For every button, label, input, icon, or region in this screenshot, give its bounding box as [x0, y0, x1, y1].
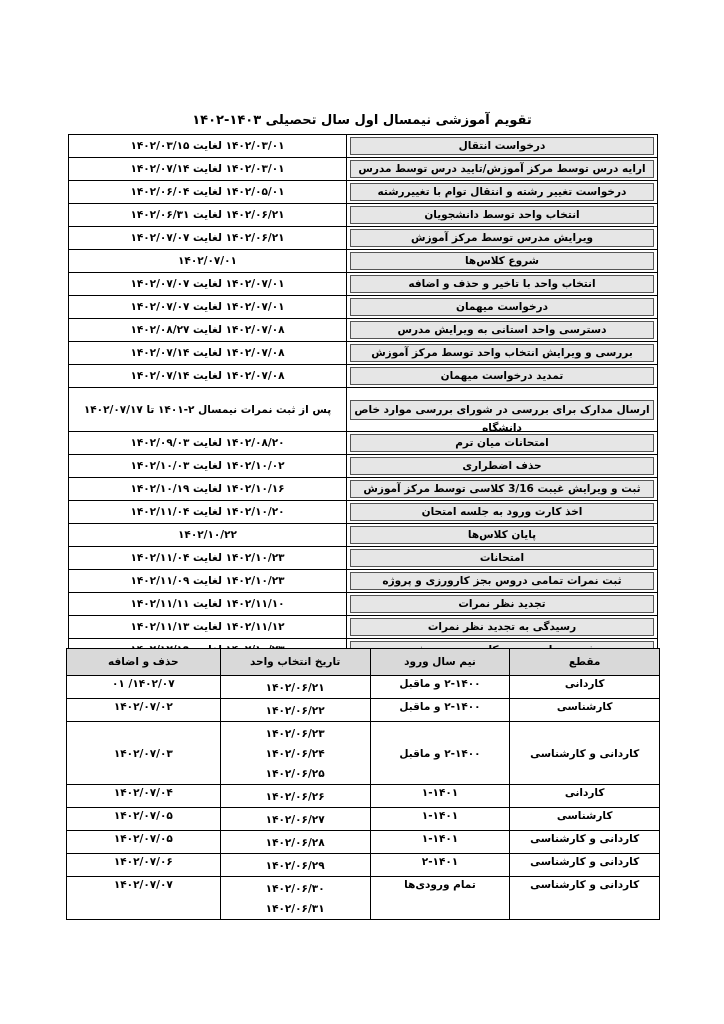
enrollment-dates-cell	[220, 722, 370, 785]
enrollment-add-drop-cell: ۱۴۰۲/۰۷/۰۲	[67, 699, 221, 722]
schedule-activity-cell	[347, 227, 658, 250]
enrollment-row	[67, 831, 660, 854]
schedule-activity-cell	[347, 250, 658, 273]
schedule-activity-label: حذف اضطراری	[350, 457, 654, 475]
enrollment-dates-cell	[220, 785, 370, 808]
schedule-date-cell: ۱۴۰۲/۰۶/۲۱ لغایت ۱۴۰۲/۰۷/۰۷	[69, 227, 347, 250]
schedule-date-cell: ۱۴۰۲/۱۰/۱۶ لغایت ۱۴۰۲/۱۰/۱۹	[69, 478, 347, 501]
enrollment-dates-cell	[220, 699, 370, 722]
schedule-row	[69, 204, 658, 227]
schedule-date-cell: پس از ثبت نمرات نیمسال ۲-۱۴۰۱ تا ۱۴۰۲/۰۷/۱۷	[69, 388, 347, 432]
schedule-activity-label: اخذ کارت ورود به جلسه امتحان	[350, 503, 654, 521]
enrollment-add-drop-cell: ۱۴۰۲/۰۷/۰۵	[67, 831, 221, 854]
schedule-activity-cell	[347, 342, 658, 365]
enrollment-entry-cell: ۲-۱۴۰۰ و ماقبل	[370, 676, 510, 699]
enrollment-add-drop-cell: ۱۴۰۲/۰۷/۰۶	[67, 854, 221, 877]
schedule-activity-label: ثبت نمرات تمامی دروس بجز کارورزی و پروژه	[350, 572, 654, 590]
schedule-activity-cell	[347, 432, 658, 455]
schedule-activity-cell	[347, 204, 658, 227]
registration-date: ۱۴۰۲/۰۶/۳۱	[265, 903, 325, 915]
schedule-activity-cell	[347, 135, 658, 158]
schedule-activity-cell	[347, 319, 658, 342]
schedule-activity-cell	[347, 478, 658, 501]
schedule-activity-cell	[347, 365, 658, 388]
schedule-row	[69, 273, 658, 296]
schedule-row	[69, 432, 658, 455]
schedule-activity-cell	[347, 181, 658, 204]
enrollment-entry-cell: تمام ورودی‌ها	[370, 877, 510, 920]
enrollment-row	[67, 808, 660, 831]
page-title: تقویم آموزشی نیمسال اول سال تحصیلی ۱۴۰۳-۱۴۰۲	[192, 113, 532, 128]
schedule-activity-label: ویرایش مدرس توسط مرکز آموزش	[350, 229, 654, 247]
registration-date: ۱۴۰۲/۰۶/۲۴	[265, 748, 325, 760]
schedule-activity-cell	[347, 501, 658, 524]
schedule-date-cell: ۱۴۰۲/۱۱/۱۲ لغایت ۱۴۰۲/۱۱/۱۳	[69, 616, 347, 639]
schedule-date-cell: ۱۴۰۲/۰۳/۰۱ لغایت ۱۴۰۲/۰۷/۱۴	[69, 158, 347, 181]
enrollment-level-cell: کاردانی و کارشناسی	[510, 722, 660, 785]
schedule-row	[69, 158, 658, 181]
schedule-row	[69, 501, 658, 524]
schedule-row	[69, 135, 658, 158]
enrollment-row	[67, 699, 660, 722]
enrollment-level-cell: کارشناسی	[510, 808, 660, 831]
enrollment-dates-cell	[220, 831, 370, 854]
enrollment-entry-cell: ۲-۱۴۰۰ و ماقبل	[370, 722, 510, 785]
schedule-row	[69, 388, 658, 432]
header-level: مقطع	[510, 649, 660, 676]
schedule-date-cell: ۱۴۰۲/۱۰/۲۰ لغایت ۱۴۰۲/۱۱/۰۴	[69, 501, 347, 524]
enrollment-entry-cell: ۱-۱۴۰۱	[370, 785, 510, 808]
registration-date: ۱۴۰۲/۰۶/۲۶	[265, 791, 325, 803]
schedule-date-cell: ۱۴۰۲/۰۵/۰۱ لغایت ۱۴۰۲/۰۶/۰۴	[69, 181, 347, 204]
schedule-date-cell: ۱۴۰۲/۰۸/۲۰ لغایت ۱۴۰۲/۰۹/۰۳	[69, 432, 347, 455]
schedule-activity-label: درخواست میهمان	[350, 298, 654, 316]
schedule-date-cell: ۱۴۰۲/۰۶/۲۱ لغایت ۱۴۰۲/۰۶/۳۱	[69, 204, 347, 227]
enrollment-dates-cell	[220, 877, 370, 920]
schedule-activity-cell	[347, 273, 658, 296]
schedule-row	[69, 593, 658, 616]
schedule-activity-cell	[347, 388, 658, 432]
enrollment-entry-cell: ۱-۱۴۰۱	[370, 831, 510, 854]
schedule-activity-cell	[347, 593, 658, 616]
schedule-row	[69, 365, 658, 388]
registration-date: ۱۴۰۲/۰۶/۳۰	[265, 883, 325, 895]
schedule-activity-label: تمدید درخواست میهمان	[350, 367, 654, 385]
header-registration-date: تاریخ انتخاب واحد	[220, 649, 370, 676]
enrollment-level-cell: کارشناسی	[510, 699, 660, 722]
schedule-activity-label: درخواست انتقال	[350, 137, 654, 155]
enrollment-add-drop-cell: ۱۴۰۲/۰۷/۰۳	[67, 722, 221, 785]
schedule-activity-cell	[347, 616, 658, 639]
enrollment-row	[67, 722, 660, 785]
enrollment-row	[67, 854, 660, 877]
enrollment-level-cell: کاردانی و کارشناسی	[510, 854, 660, 877]
schedule-row	[69, 181, 658, 204]
schedule-date-cell: ۱۴۰۲/۰۷/۰۸ لغایت ۱۴۰۲/۰۷/۱۴	[69, 365, 347, 388]
schedule-activity-label: دسترسی واحد استانی به ویرایش مدرس	[350, 321, 654, 339]
schedule-activity-label: انتخاب واحد توسط دانشجویان	[350, 206, 654, 224]
schedule-row	[69, 227, 658, 250]
schedule-row	[69, 319, 658, 342]
schedule-date-cell: ۱۴۰۲/۱۱/۱۰ لغایت ۱۴۰۲/۱۱/۱۱	[69, 593, 347, 616]
schedule-date-cell: ۱۴۰۲/۰۷/۰۸ لغایت ۱۴۰۲/۰۸/۲۷	[69, 319, 347, 342]
registration-date: ۱۴۰۲/۰۶/۲۲	[265, 705, 325, 717]
schedule-activity-label: رسیدگی به تجدید نظر نمرات	[350, 618, 654, 636]
schedule-activity-label: شروع کلاس‌ها	[350, 252, 654, 270]
enrollment-entry-cell: ۱-۱۴۰۱	[370, 808, 510, 831]
registration-date: ۱۴۰۲/۰۶/۲۸	[265, 837, 325, 849]
schedule-activity-label: بررسی و ویرایش انتخاب واحد توسط مرکز آموزش	[350, 344, 654, 362]
schedule-activity-cell	[347, 296, 658, 319]
schedule-activity-label: درخواست تغییر رشته و انتقال توام با تغییررشته	[350, 183, 654, 201]
schedule-date-cell: ۱۴۰۲/۱۰/۲۳ لغایت ۱۴۰۲/۱۱/۰۴	[69, 547, 347, 570]
registration-date: ۱۴۰۲/۰۶/۲۹	[265, 860, 325, 872]
enrollment-level-cell: کاردانی	[510, 676, 660, 699]
registration-date: ۱۴۰۲/۰۶/۲۳	[265, 728, 325, 740]
enrollment-level-cell: کاردانی و کارشناسی	[510, 877, 660, 920]
header-entry-semester: نیم سال ورود	[370, 649, 510, 676]
academic-calendar-table	[68, 134, 658, 662]
schedule-activity-cell	[347, 547, 658, 570]
schedule-row	[69, 547, 658, 570]
schedule-date-cell: ۱۴۰۲/۰۳/۰۱ لغایت ۱۴۰۲/۰۳/۱۵	[69, 135, 347, 158]
enrollment-row	[67, 785, 660, 808]
schedule-row	[69, 342, 658, 365]
enrollment-add-drop-cell: ۱۴۰۲/۰۷/۰۵	[67, 808, 221, 831]
schedule-activity-label: پایان کلاس‌ها	[350, 526, 654, 544]
registration-date: ۱۴۰۲/۰۶/۲۱	[265, 682, 325, 694]
enrollment-add-drop-cell: ۱۴۰۲/۰۷/۰۴	[67, 785, 221, 808]
schedule-date-cell: ۱۴۰۲/۱۰/۲۲	[69, 524, 347, 547]
schedule-date-cell: ۱۴۰۲/۱۰/۲۳ لغایت ۱۴۰۲/۱۱/۰۹	[69, 570, 347, 593]
enrollment-add-drop-cell: ۱۴۰۲/۰۷/۰۷	[67, 877, 221, 920]
schedule-activity-label: انتخاب واحد با تاخیر و حذف و اضافه	[350, 275, 654, 293]
schedule-row	[69, 455, 658, 478]
enrollment-row	[67, 676, 660, 699]
enrollment-dates-cell	[220, 808, 370, 831]
schedule-row	[69, 250, 658, 273]
enrollment-dates-cell	[220, 676, 370, 699]
schedule-activity-cell	[347, 570, 658, 593]
schedule-activity-label: تجدید نظر نمرات	[350, 595, 654, 613]
header-add-drop: حذف و اضافه	[67, 649, 221, 676]
schedule-activity-label: ارایه درس توسط مرکز آموزش/تایید درس توسط مدرس	[350, 160, 654, 178]
enrollment-header-row	[67, 649, 660, 676]
schedule-date-cell: ۱۴۰۲/۱۰/۰۲ لغایت ۱۴۰۲/۱۰/۰۳	[69, 455, 347, 478]
enrollment-level-cell: کاردانی	[510, 785, 660, 808]
schedule-activity-cell	[347, 524, 658, 547]
schedule-date-cell: ۱۴۰۲/۰۷/۰۱ لغایت ۱۴۰۲/۰۷/۰۷	[69, 296, 347, 319]
schedule-activity-label: امتحانات	[350, 549, 654, 567]
schedule-activity-label: ارسال مدارک برای بررسی در شورای بررسی موارد خاص دانشگاه	[350, 400, 654, 420]
schedule-row	[69, 296, 658, 319]
schedule-date-cell: ۱۴۰۲/۰۷/۰۸ لغایت ۱۴۰۲/۰۷/۱۴	[69, 342, 347, 365]
enrollment-add-drop-cell: ۱۴۰۲/۰۷/ ۰۱	[67, 676, 221, 699]
schedule-activity-cell	[347, 158, 658, 181]
schedule-row	[69, 616, 658, 639]
enrollment-schedule-table	[66, 648, 660, 920]
enrollment-entry-cell: ۲-۱۴۰۰ و ماقبل	[370, 699, 510, 722]
schedule-date-cell: ۱۴۰۲/۰۷/۰۱	[69, 250, 347, 273]
schedule-row	[69, 524, 658, 547]
schedule-activity-label: امتحانات میان ترم	[350, 434, 654, 452]
enrollment-entry-cell: ۲-۱۴۰۱	[370, 854, 510, 877]
schedule-date-cell: ۱۴۰۲/۰۷/۰۱ لغایت ۱۴۰۲/۰۷/۰۷	[69, 273, 347, 296]
schedule-activity-label: ثبت و ویرایش غیبت 3/16 کلاسی توسط مرکز آموزش	[350, 480, 654, 498]
schedule-activity-cell	[347, 455, 658, 478]
registration-date: ۱۴۰۲/۰۶/۲۷	[265, 814, 325, 826]
enrollment-level-cell: کاردانی و کارشناسی	[510, 831, 660, 854]
schedule-row	[69, 478, 658, 501]
enrollment-dates-cell	[220, 854, 370, 877]
registration-date: ۱۴۰۲/۰۶/۲۵	[265, 768, 325, 780]
schedule-row	[69, 570, 658, 593]
enrollment-row	[67, 877, 660, 920]
